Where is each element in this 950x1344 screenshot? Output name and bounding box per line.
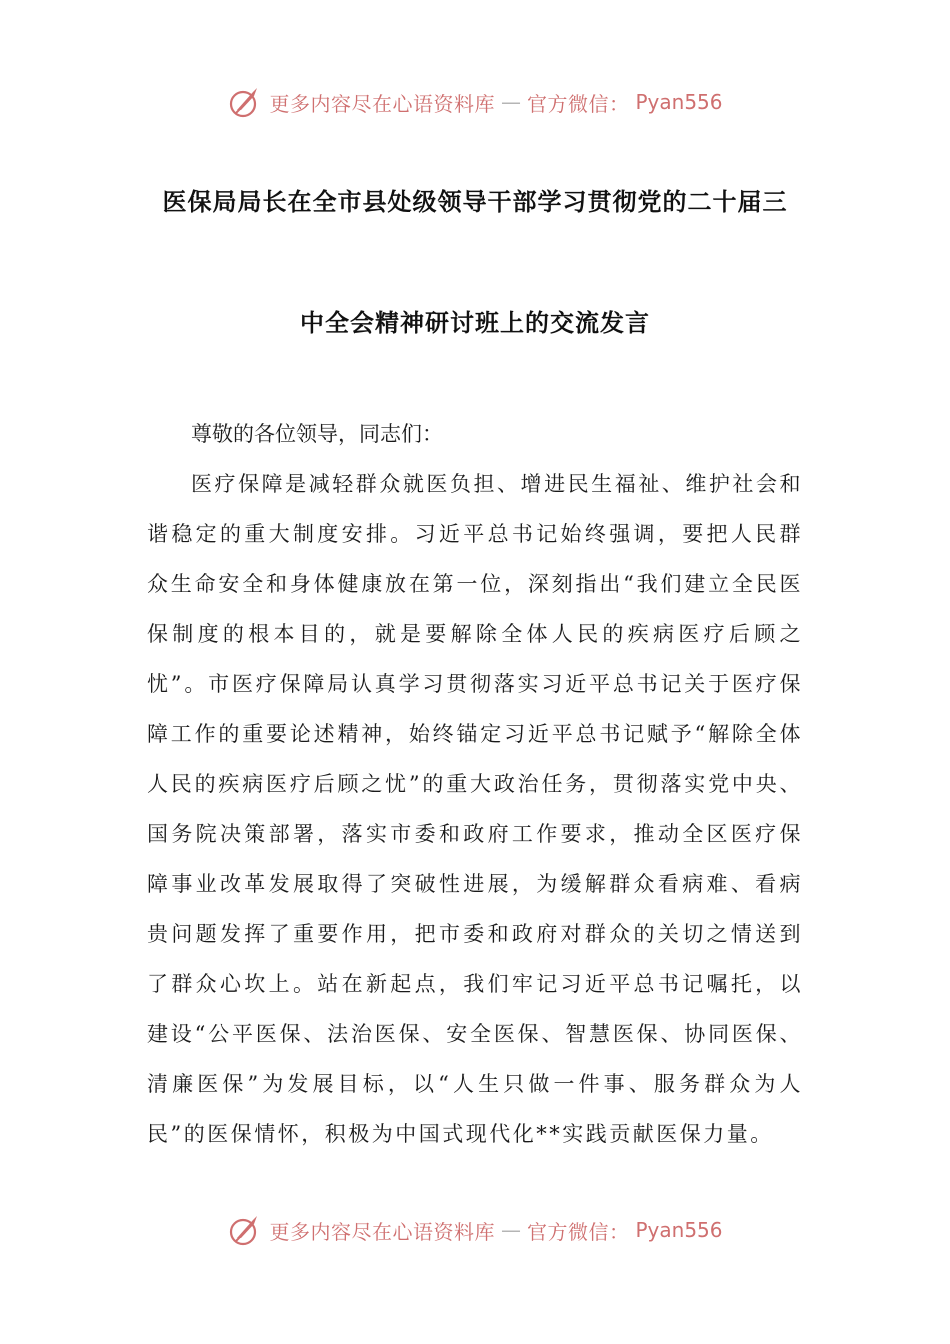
footer-watermark: [0, 1210, 950, 1250]
header-watermark: [0, 82, 950, 122]
watermark-separator: —: [500, 1218, 521, 1242]
watermark-site-text: 更多内容尽在心语资料库: [269, 1219, 495, 1244]
watermark-site-text: 更多内容尽在心语资料库: [269, 91, 495, 116]
watermark-separator: —: [500, 90, 521, 114]
body-paragraph: 医疗保障是减轻群众就医负担、增进民生福祉、维护社会和谐稳定的重大制度安排。习近平总书记始终强调，要把人民群众生命安全和身体健康放在第一位，深刻指出“我们建立全民医保制度的根本目的，就是要解除全体人民的疾病医疗后顾之忧”。市医疗保障局认真学习贯彻落实习近平总书记关于医疗保障工作的重要论述精神，始终锚定习近平总书记赋予“解除全体人民的疾病医疗后顾之忧”的重大政治任务，贯彻落实党中央、国务院决策部署，落实市委和政府工作要求，推动全区医疗保障事业改革发展取得了突破性进展，为缓解群众看病难、看病贵问题发挥了重要作用，把市委和政府对群众的关切之情送到了群众心坎上。站在新起点，我们牢记习近平总书记嘱托，以建设“公平医保、法治医保、安全医保、智慧医保、协同医保、清廉医保”为发展目标，以“人生只做一件事、服务群众为人民”的医保情怀，积极为中国式现代化**实践贡献医保力量。: [147, 472, 803, 1146]
greeting: 尊敬的各位领导，同志们：: [191, 422, 443, 446]
document-title-line-2: 中全会精神研讨班上的交流发言: [300, 309, 650, 337]
watermark-wechat-account: Pyan556: [635, 90, 723, 114]
watermark-wechat-label: 官方微信：: [526, 91, 630, 116]
quill-logo-icon: [227, 1212, 263, 1248]
watermark-wechat-label: 官方微信：: [526, 1219, 630, 1244]
watermark-wechat-account: Pyan556: [635, 1218, 723, 1242]
document-title-line-1: 医保局局长在全市县处级领导干部学习贯彻党的二十届三: [162, 188, 788, 216]
quill-logo-icon: [227, 84, 263, 120]
